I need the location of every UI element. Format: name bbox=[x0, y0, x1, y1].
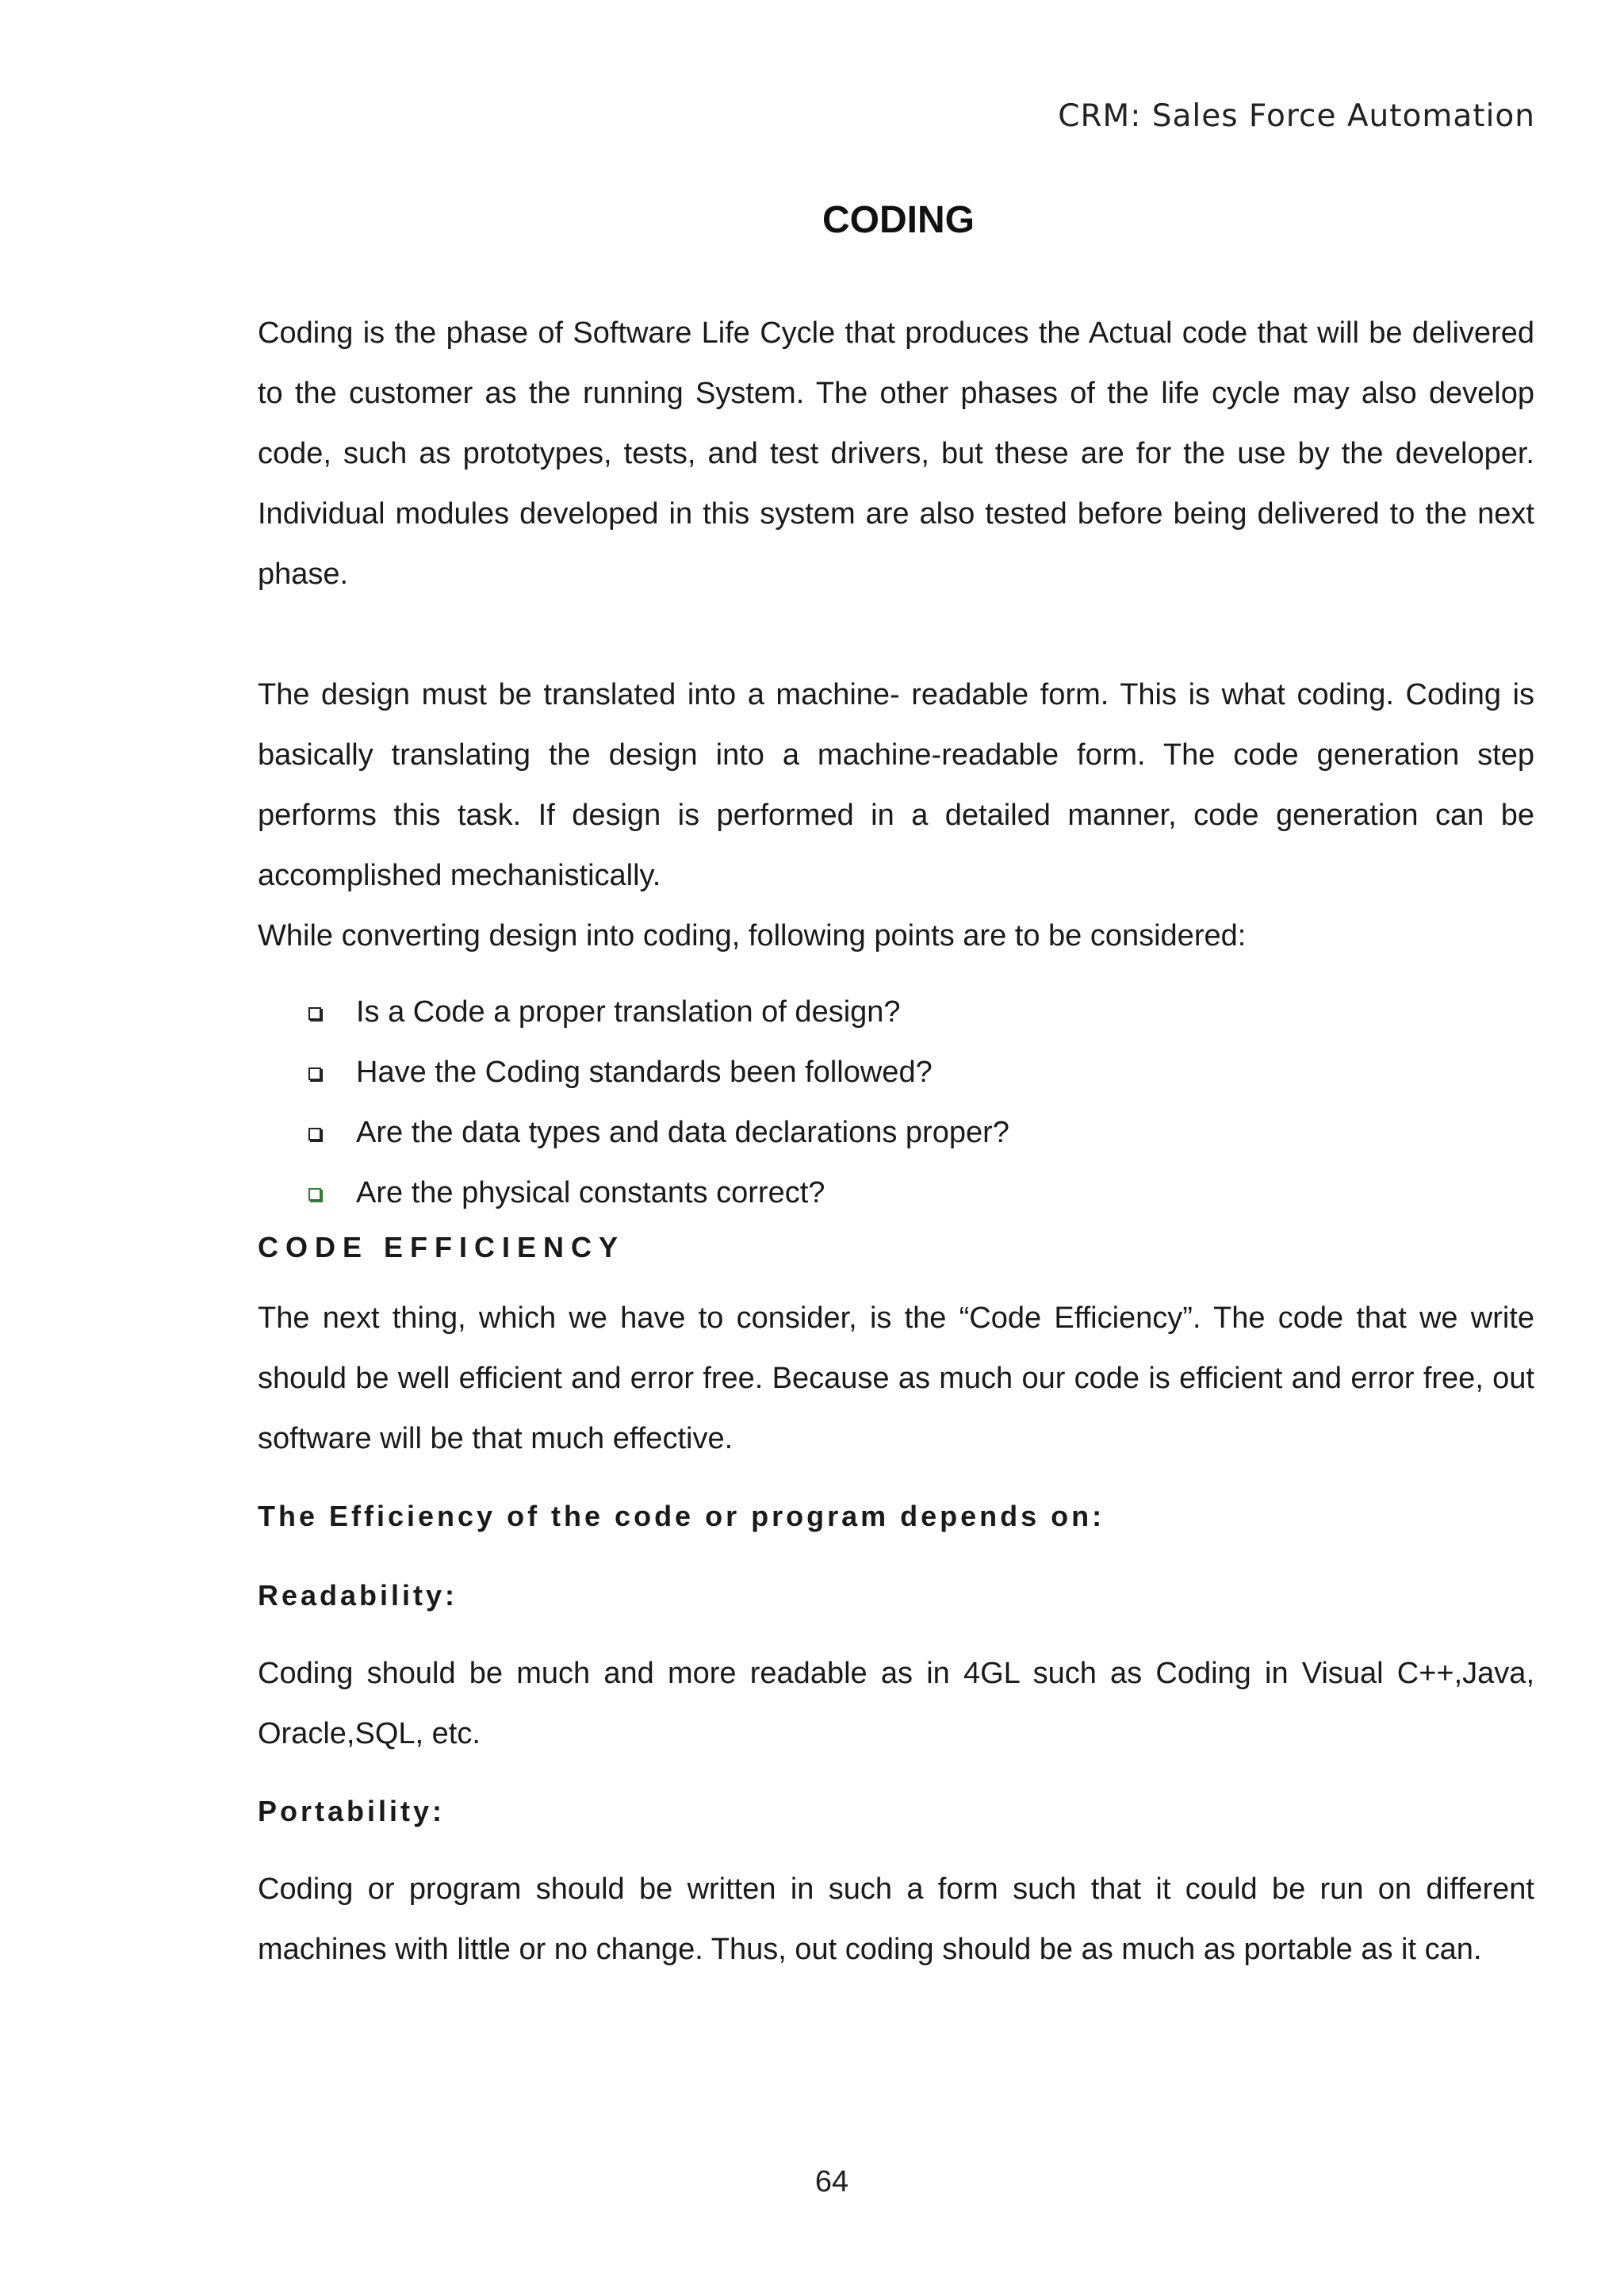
considerations-paragraph: While converting design into coding, following points are to be considered: bbox=[258, 919, 1247, 953]
checklist bbox=[258, 982, 1534, 1223]
list-item bbox=[305, 1163, 1534, 1223]
list-item bbox=[305, 1102, 1534, 1163]
list-item-text: Have the Coding standards been followed? bbox=[356, 1056, 933, 1089]
readability-paragraph: Coding should be much and more readable as in 4GL such as Coding in Visual C++,Java, Oracle,SQL, etc. bbox=[258, 1657, 1534, 1750]
checkbox-bullet-icon bbox=[308, 1188, 321, 1201]
spacer bbox=[258, 1843, 1534, 1859]
checkbox-bullet-icon bbox=[308, 1068, 321, 1080]
spacer bbox=[258, 1272, 1534, 1288]
spacer bbox=[258, 604, 1534, 665]
efficiency-depends-heading: The Efficiency of the code or program depends on: bbox=[258, 1500, 1105, 1532]
intro-paragraph: Coding is the phase of Software Life Cycle that produces the Actual code that will be delivered to the customer as the running System. The other phases of the life cycle may also develop code, such as prototypes, tests, and test drivers, but these are for the use by the developer. Individual modules developed in this system are also tested before being delivered to the next phase. bbox=[258, 316, 1534, 591]
list-item bbox=[305, 982, 1534, 1042]
portability-heading: Portability: bbox=[258, 1795, 446, 1827]
page-title: CODING bbox=[822, 199, 975, 241]
code-efficiency-paragraph: The next thing, which we have to consider, is the “Code Efficiency”. The code that we write should be well efficient and error free. Because as much our code is efficient and error free, out software will be that much effective. bbox=[258, 1301, 1534, 1455]
readability-heading: Readability: bbox=[258, 1579, 458, 1612]
spacer bbox=[258, 1548, 1534, 1564]
spacer bbox=[258, 966, 1534, 982]
spacer bbox=[258, 1627, 1534, 1643]
code-efficiency-heading: CODE EFFICIENCY bbox=[258, 1231, 626, 1263]
list-item bbox=[305, 1042, 1534, 1102]
checkbox-bullet-icon bbox=[308, 1007, 321, 1020]
checkbox-bullet-icon bbox=[308, 1128, 321, 1140]
list-item-text: Is a Code a proper translation of design? bbox=[356, 995, 901, 1029]
list-item-text: Are the data types and data declarations proper? bbox=[356, 1116, 1009, 1149]
page-number: 64 bbox=[814, 2165, 849, 2198]
running-header: CRM: Sales Force Automation bbox=[1058, 98, 1535, 134]
body-content bbox=[258, 303, 1534, 1980]
design-paragraph: The design must be translated into a machine- readable form. This is what coding. Coding is basically translating the design into a machine-readable form. The code generation step performs this task. If design is performed in a detailed manner, code generation can be accomplished mechanistically. bbox=[258, 678, 1534, 892]
spacer bbox=[258, 1469, 1534, 1485]
spacer bbox=[258, 1764, 1534, 1780]
portability-paragraph: Coding or program should be written in such a form such that it could be run on different machines with little or no change. Thus, out coding should be as much as portable as it can. bbox=[258, 1872, 1534, 1966]
list-item-text: Are the physical constants correct? bbox=[356, 1176, 825, 1209]
